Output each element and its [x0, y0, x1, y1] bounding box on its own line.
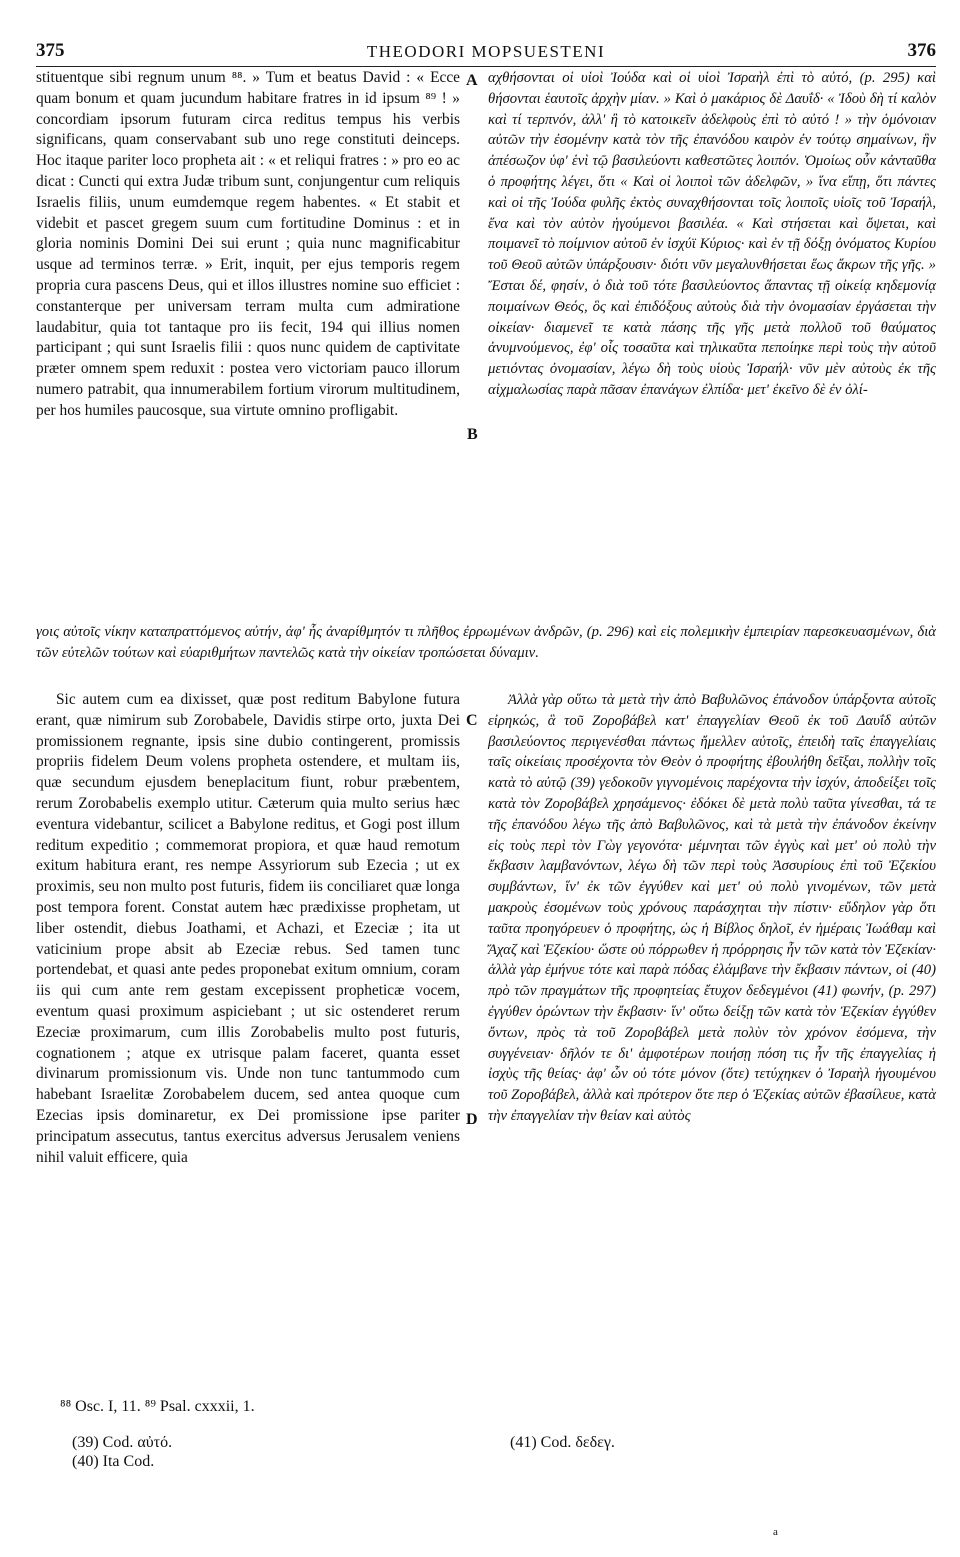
- page-number-right: 376: [907, 40, 936, 61]
- greek-column-bottom: [488, 690, 936, 1127]
- latin-paragraph-1: stituentque sibi regnum unum ⁸⁸. » Tum et beatus David : « Ecce quam bonum et quam jucundum habitare fratres in id ipsum ⁸⁹ ! » concordiam ipsorum futuram circa reditus tempus his verbis significans, quam conservabant sub uno rege constituti deinceps. Hoc itaque pariter loco propheta ait : « et reliqui fratres : » pro eo ac dicat : Cuncti qui extra Judæ tribum sunt, conjungentur cum reliquis Israelis filiis, unum eumdemque regem habentes. « Et stabit et videbit et pascet gregem suum cum fortitudine Dominus : et in gloria nominis Domini Dei sui erunt ; quia nunc magnificabitur usque ad terminos terræ. » Erit, inquit, per ejus temporis regem propria cura pascens Deus, qui et illos illustres nomine suo efficiet : constanterque per universam terram multa cum admiratione laudabitur, quia tot tantaque pro iis fecit, 194 qui illius nomen participant ; qui sunt Israelis filii : quos nunc quidem de captivitate præter omnem spem reduxit : postea vero victoriam pauco illorum numero patrabit, qua innumerabilem fortium virorum multitudinem, per hos humiles paucosque, sua virtute omnino profligabit.: [36, 69, 460, 419]
- latin-paragraph-2: Sic autem cum ea dixisset, quæ post reditum Babylone futura erant, quæ nimirum sub Zorobabele, Davidis stirpe orto, juxta Dei promissionem regnante, ipsis sine dubio contingerent, promissis propriis fidelem Deum volens propheta ostendere, et multam iis, quæ secundum ejusdem beneplacitum fiunt, robur præbentem, rerum Zorobabelis exemplo utitur. Cæterum quia multo serius hæc eventura videbantur, scilicet a Babylone reditus, et Gogi post illum reditum expeditio ; commemorat propiora, et quæ haud remotum exitum habitura erant, res nempe Assyriorum sub Ezecia ; ut ex proximis, seu non multo post futuris, fidem iis conciliaret quæ longa post tempora forent. Constat autem hæc prædixisse prophetam, ut liber ostendit, diebus Joathami, et Achazi, et Ezeciæ ; ita ut vaticinium prope absit ab Ezeciæ rebus. Sed tamen tunc portendebat, et quasi ante pedes proponebat exitum omnium, coram iis qui cum ante rem gestam excepissent propheticæ vocem, eventum quasi proximum aspiciebant ; ut sic ostenderet rerum Ezeciæ proximarum, cum illis Zorobabelis multo post futuris, cognationem ; atque ex utrisque palam faceret, quanta esset divinarum promissionum vis. Unde non tunc tantummodo cum habebant Israelitæ Zorobabelem ducem, sed antea quoque cum Ezecias ipsis dominaretur, ex Dei promissione ipse pariter principatum assecutus, tantus exercitus adversus Jerusalem veniens nihil valuit efficere, quia: [36, 691, 460, 1166]
- margin-letter-c: C: [466, 712, 478, 729]
- signature-mark: a: [773, 1526, 778, 1538]
- margin-letter-a: A: [466, 72, 478, 89]
- margin-letter-d: D: [466, 1111, 478, 1128]
- latin-column-bottom: [36, 690, 460, 1168]
- page-header: [36, 40, 936, 67]
- scripture-footnotes: ⁸⁸ Osc. I, 11. ⁸⁹ Psal. cxxxii, 1.: [60, 1398, 255, 1415]
- critical-note-39: (39) Cod. αὐτό.: [72, 1434, 173, 1451]
- latin-column-top: [36, 68, 460, 422]
- greek-paragraph-1: αχθήσονται οἱ υἱοὶ Ἰούδα καὶ οἱ υἱοὶ Ἰσραὴλ ἐπὶ τὸ αὐτό, (p. 295) καὶ θήσονται ἑαυτοῖς ἀρχὴν μίαν. » Καὶ ὁ μακάριος δὲ Δαυΐδ· « Ἰδοὺ δὴ τί καλὸν καὶ τί τερπνόν, ἀλλ' ἢ τὸ κατοικεῖν ἀδελφοὺς ἐπὶ τὸ αὐτό ! » τὴν ὁμόνοιαν αὐτῶν τὴν ἐσομένην κατὰ τὸν τῆς ἐπανόδου καιρὸν ἐν τούτῳ σημαίνων, ἣν ἀπέσωζον ὑφ' ἑνὶ τῷ βασιλεύοντι καθεστῶτες λοιπόν. Ὁμοίως οὖν κἀνταῦθα ὁ προφήτης λέγει, ὅτι « Καὶ οἱ λοιποὶ τῶν ἀδελφῶν, » ἵνα εἴπῃ, ὅτι πάντες καὶ οἱ τῆς Ἰούδα φυλῆς ἐκτὸς συναχθήσονται τοῖς λοιποῖς υἱοῖς τοῦ Ἰσραήλ, ἕνα καὶ τὸν αὐτὸν ἡγούμενοι βασιλέα. « Καὶ στήσεται καὶ ὄψεται, καὶ ποιμανεῖ τὸ ποίμνιον αὐτοῦ ἐν ἰσχύϊ Κύριος· καὶ ἐν τῇ δόξῃ ὀνόματος Κυρίου τοῦ Θεοῦ αὐτῶν ὑπάρξουσιν· διότι νῦν μεγαλυνθήσεται ἕως ἄκρων τῆς γῆς. » Ἔσται δέ, φησίν, ὁ διὰ τοῦ τότε βασιλεύοντος ἅπαντας τῇ οἰκείᾳ κηδεμονίᾳ ποιμαίνων Θεός, ὃς καὶ ἐπιδόξους αὐτοὺς διὰ τὴν ὀνομασίαν ἐργάσεται τὴν οἰκείαν· διαμενεῖ τε κατὰ πάσης τῆς γῆς μετὰ πολλοῦ τοῦ θαύματος ἀνυμνούμενος, ἐφ' οἷς τοσαῦτα καὶ τηλικαῦτα πεποίηκε περὶ τοὺς τὴν αὐτοῦ μετιόντας ὀνομασίαν, λέγω δὴ τοὺς υἱοὺς Ἰσραήλ· νῦν μὲν αὐτοὺς ἐκ τῆς αἰχμαλωσίας παρὰ πᾶσαν ἐπανάγων ἐλπίδα· μετ' ἐκεῖνο δὲ ἐν ὀλί-: [488, 70, 936, 398]
- greek-paragraph-2: Ἀλλὰ γὰρ οὕτω τὰ μετὰ τὴν ἀπὸ Βαβυλῶνος ἐπάνοδον ὑπάρξοντα αὐτοῖς εἰρηκώς, ἃ τοῦ Ζοροβάβελ κατ' ἐπαγγελίαν Θεοῦ ἐκ τοῦ Δαυΐδ αὐτῶν βασιλεύοντος περιγενέσθαι πάντως ἤμελλεν αὐτοῖς, ἐπειδὴ ταῖς ἐπαγγελίαις ταῖς οἰκείαις προσέχοντα τὸν Θεὸν ὁ προφήτης ἐβουλήθη δεῖξαι, πολλὴν τοῖς κατὰ τὸ αὐτῷ (39) γεδοκοῦν γιγνομένοις παρέχοντα τὴν ἰσχύν, ἀποδείξει τοῖς κατὰ τὸν Ζοροβάβελ χρησάμενος· ἐδόκει δὲ μετὰ πολὺ ταῦτα γίνεσθαι, τά τε τῆς ἐπανόδου λέγω τῆς ἀπὸ Βαβυλῶνος, καὶ τὰ μετὰ τὴν ἐπάνοδον ἐκείνην εἰς τοὺς περὶ τὸν Γὼγ γεγονότα· μέμνηται τῶν ἐγγὺς καὶ μετ' οὐ πολὺ τὴν ἔκβασιν λαμβανόντων, λέγω δὴ τῶν περὶ τοὺς Ἀσσυρίους ἐπὶ τοῦ Ἐζεκίου συμβάντων, ἵν' ἐκ τῶν ἐγγύθεν καὶ μετ' οὐ πολὺ γινομένων, τῶν μετὰ μακροὺς ἐσομένων τοὺς χρόνους παράσχηται τὴν πίστιν· εὔδηλον γὰρ ὅτι ταῦτα προηγόρευεν ὁ προφήτης, ὡς ἡ Βίβλος δηλοῖ, ἐν ἡμέραις Ἰωάθαμ καὶ Ἄχαζ καὶ Ἐζεκίου· ὥστε οὐ πόρρωθεν ἡ πρόρρησις ἦν τῶν κατὰ τὸν Ἐζεκίαν· ἀλλὰ γὰρ ἐμήνυε τότε καὶ παρὰ πόδας ἐλάμβανε τὴν ἔκβασιν πάντων, οἱ (40) πρὸ τῶν πραγμάτων τῆς προφητείας ἔτυχον δεδεγμένοι (41) φωνήν, (p. 297) ἐγγύθεν ὁρώντων τὴν ἔκβασιν· ἵν' οὕτω δείξῃ τῶν κατὰ τὸν Ἐζεκίαν ἐγγύθεν ὄντων, πρὸς τὰ τοῦ Ζοροβάβελ μετὰ πολὺν τὸν χρόνον ἐσόμενα, τὴν συγγένειαν· δῆλόν τε δι' ἀμφοτέρων ποιήσῃ πόση τις ἦν τῆς ἐπαγγελίας ἡ ἰσχὺς τῆς θείας· ἀφ' ὧν οὐ τότε μόνον (ὅτε) τετύχηκεν ὁ Ἰσραὴλ ἡγουμένου τοῦ Ζοροβάβελ, ἀλλὰ καὶ πρότερον ὅτε περ ὁ Ἐζεκίας αὐτῶν ἐβασίλευε, κατὰ τὴν ἐπαγγελίαν τὴν θείαν καὶ αὐτὸς: [488, 692, 936, 1124]
- critical-notes-left: [72, 1433, 172, 1471]
- running-title: THEODORI MOPSUESTENI: [366, 42, 606, 61]
- critical-note-40: (40) Ita Cod.: [72, 1453, 155, 1470]
- critical-notes-right: [510, 1433, 615, 1452]
- page-number-left: 375: [36, 40, 65, 61]
- margin-letter-b: B: [467, 426, 478, 443]
- critical-note-41: (41) Cod. δεδεγ.: [510, 1434, 615, 1451]
- greek-column-top: [488, 68, 936, 401]
- greek-fullwidth-continuation: γοις αὐτοῖς νίκην καταπραττόμενος αὐτήν, ἀφ' ἧς ἀναρίθμητόν τι πλῆθος ἐρρωμένων ἀνδρῶν, (p. 296) καὶ εἰς πολεμικὴν ἐμπειρίαν παρεσκευασμένων, διὰ τῶν εὐτελῶν τούτων καὶ εὐαριθμήτων παντελῶς κατὰ τὴν οἰκείαν τροπώσεται δύναμιν.: [36, 624, 936, 661]
